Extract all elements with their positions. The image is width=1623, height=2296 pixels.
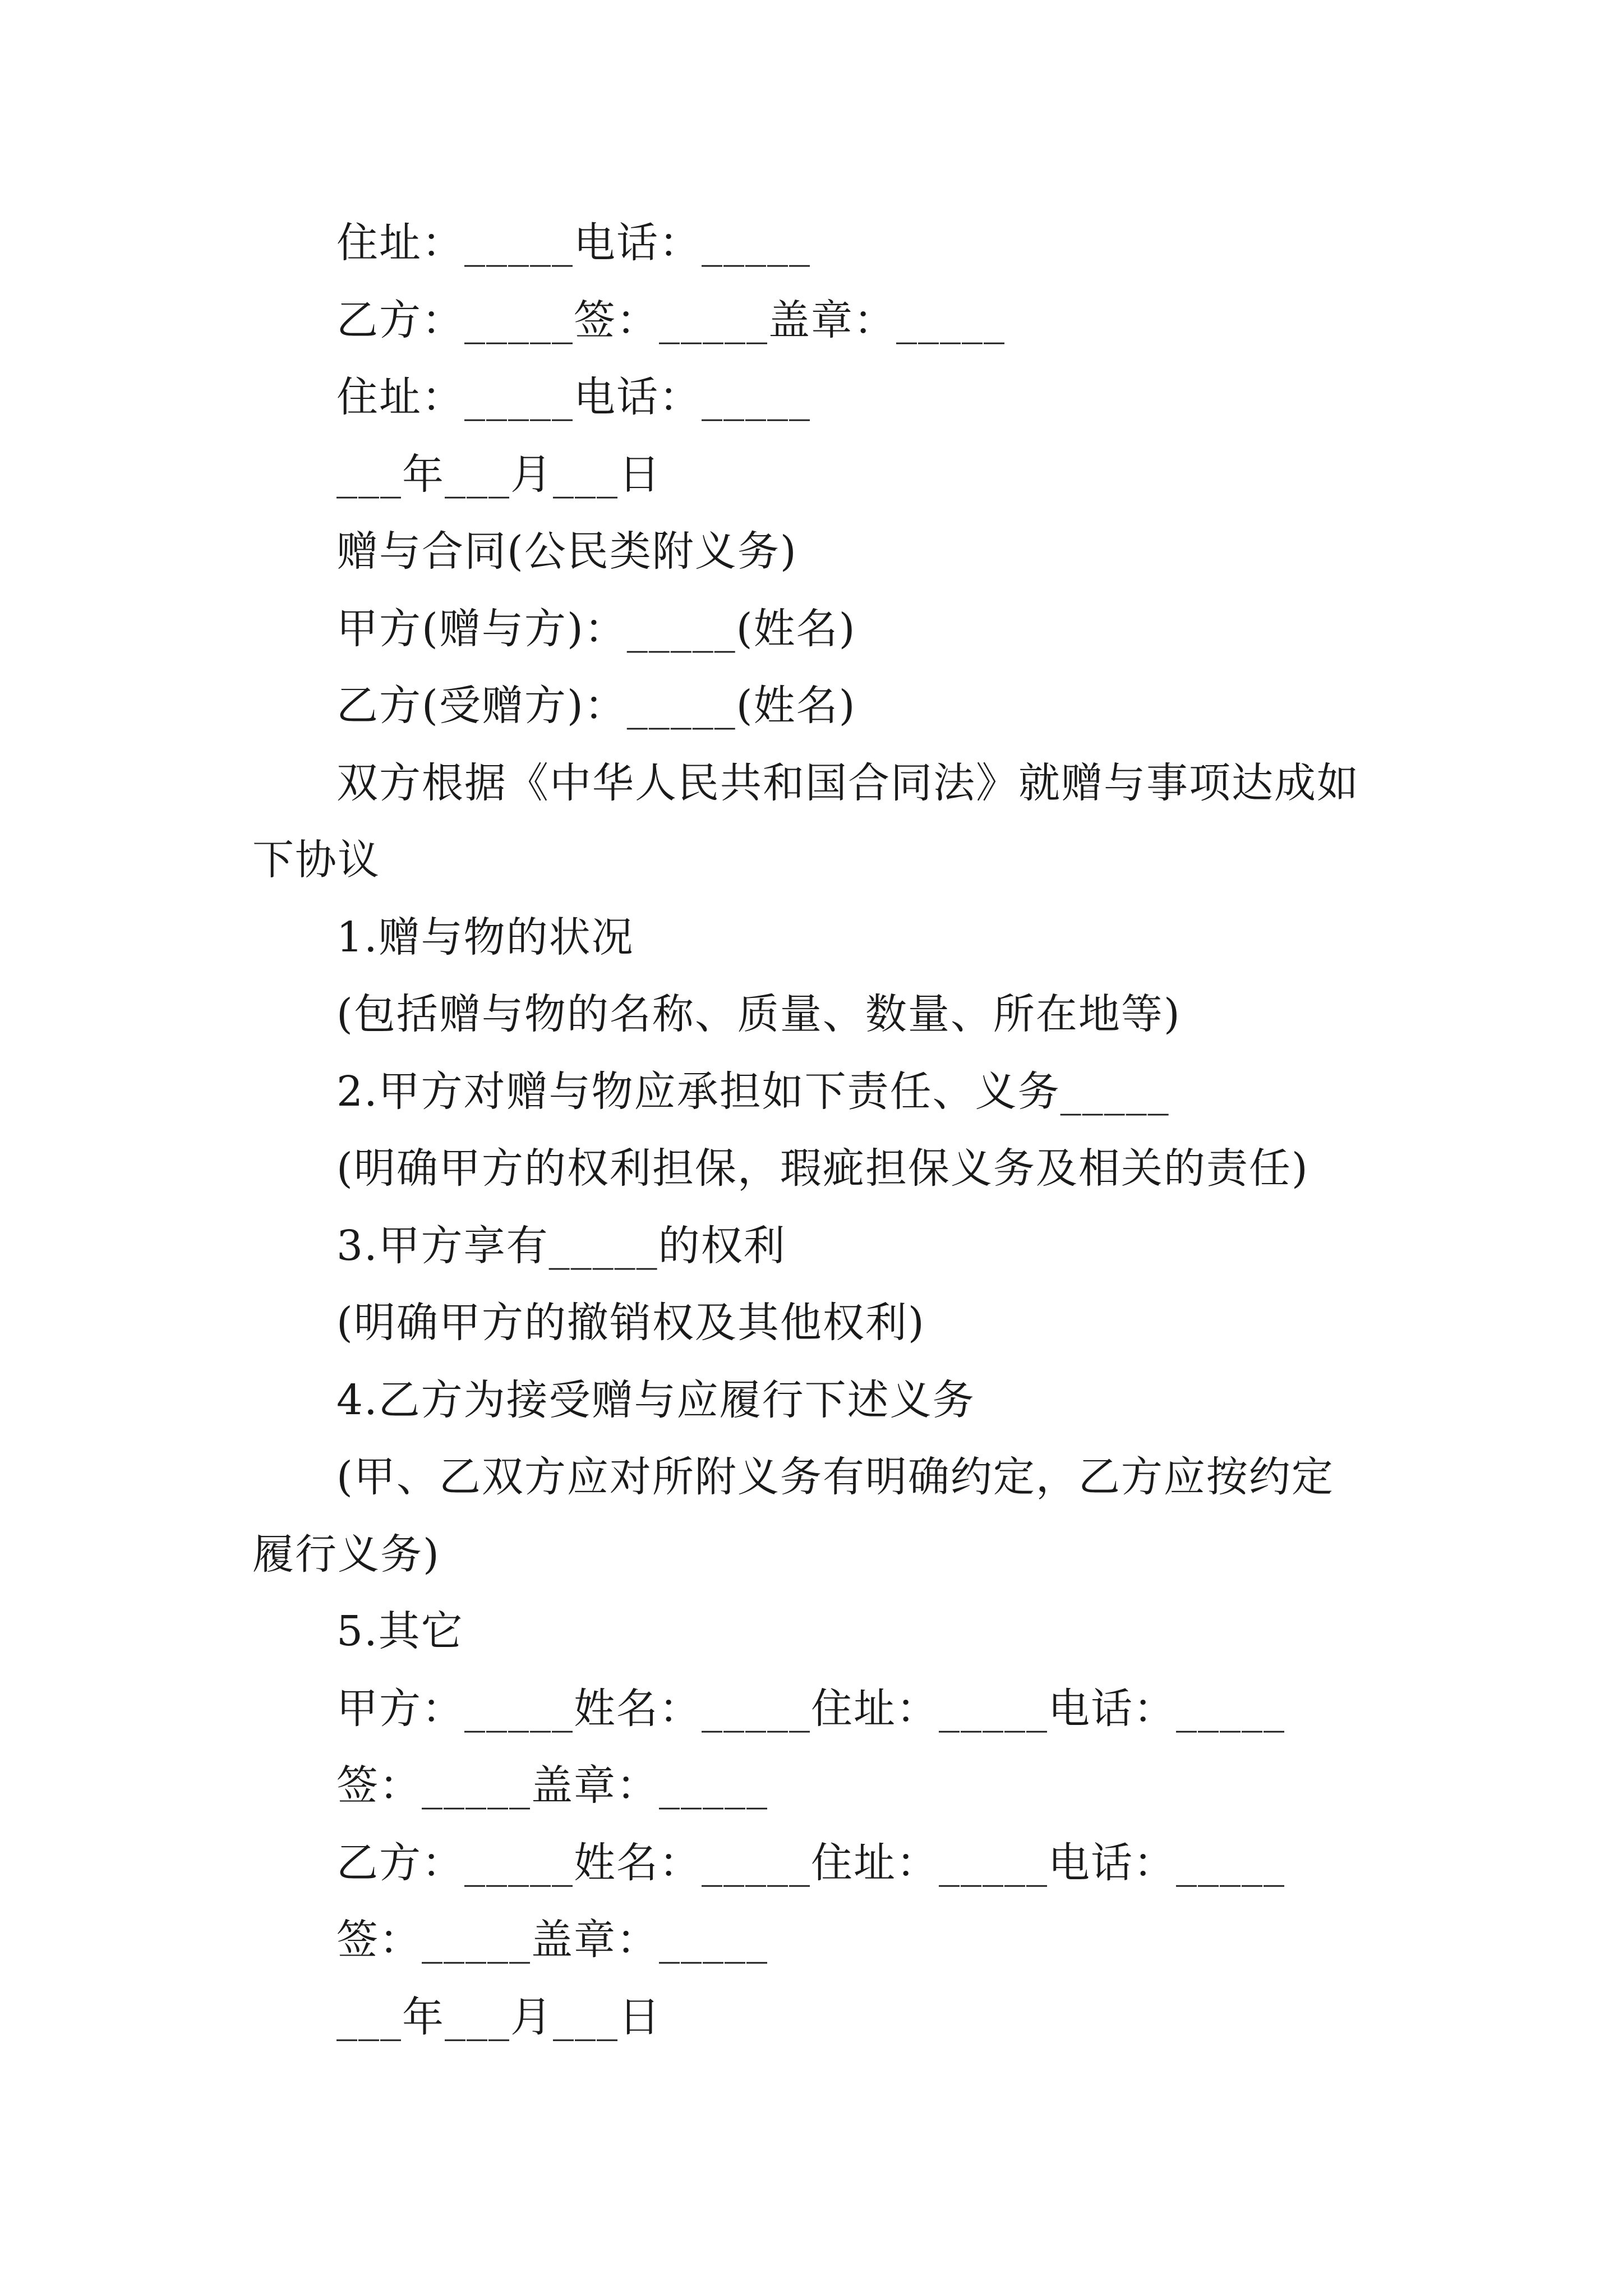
text-line: ___年___月___日: [336, 1993, 661, 2041]
clause-heading: 3.甲方享有_____的权利: [336, 1221, 786, 1270]
clause-heading: 1.赠与物的状况: [336, 913, 634, 961]
contract-title: 赠与合同(公民类附义务): [336, 527, 797, 576]
text-line: 乙方：_____姓名：_____住址：_____电话：_____: [336, 1838, 1285, 1887]
text-line: (明确甲方的撤销权及其他权利): [336, 1299, 925, 1347]
text-line: 签：_____盖章：_____: [336, 1916, 768, 1964]
text-line: 乙方：_____签：_____盖章：_____: [336, 296, 1006, 344]
text-line: (明确甲方的权利担保，瑕疵担保义务及相关的责任): [336, 1144, 1309, 1193]
text-line: (甲、乙双方应对所附义务有明确约定，乙方应按约定: [336, 1453, 1334, 1501]
text-line: 双方根据《中华人民共和国合同法》就赠与事项达成如: [336, 758, 1359, 807]
text-line: (包括赠与物的名称、质量、数量、所在地等): [336, 990, 1181, 1038]
clause-heading: 2.甲方对赠与物应承担如下责任、义务_____: [336, 1067, 1170, 1116]
text-line: 乙方(受赠方)：_____(姓名): [336, 682, 856, 730]
text-line: 履行义务): [252, 1530, 440, 1579]
text-line: ___年___月___日: [336, 450, 661, 499]
text-line: 住址：_____电话：_____: [336, 219, 811, 267]
clause-heading: 5.其它: [336, 1607, 464, 1655]
text-line: 下协议: [252, 836, 380, 884]
text-line: 住址：_____电话：_____: [336, 373, 811, 421]
text-line: 签：_____盖章：_____: [336, 1761, 768, 1810]
text-line: 甲方(赠与方)：_____(姓名): [336, 604, 856, 653]
text-line: 甲方：_____姓名：_____住址：_____电话：_____: [336, 1684, 1285, 1733]
clause-heading: 4.乙方为接受赠与应履行下述义务: [336, 1375, 975, 1424]
document-body: [252, 205, 1385, 2056]
